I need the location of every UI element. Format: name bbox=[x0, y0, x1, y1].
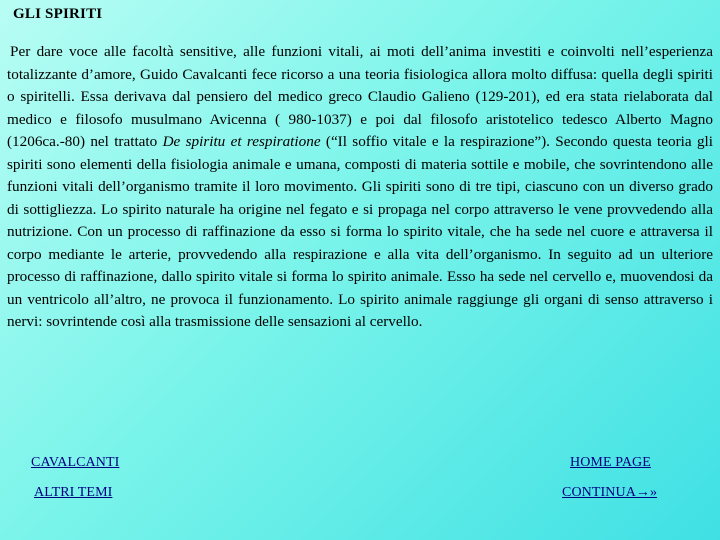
altri-temi-link[interactable]: ALTRI TEMI bbox=[34, 485, 113, 500]
body-paragraph bbox=[7, 41, 713, 334]
paragraph-italic-title: De spiritu et respiratione bbox=[162, 133, 321, 150]
page-title: GLI SPIRITI bbox=[13, 6, 103, 22]
home-page-link[interactable]: HOME PAGE bbox=[570, 455, 651, 470]
continua-link[interactable]: CONTINUA→» bbox=[562, 485, 658, 500]
cavalcanti-link[interactable]: CAVALCANTI bbox=[31, 455, 120, 470]
paragraph-text-part1: Per dare voce alle facoltà sensitive, alle funzioni vitali, ai moti dell’anima investiti e coinvolti nell’esperienza totalizzante d’amore, Guido Cavalcanti fece ricorso a una teoria fisiologica allora molto diffusa: quella degli spiriti o spiritelli. Essa derivava dal pensiero del medico greco Claudio Galieno (129-201), ed era stata rielaborata dal medico e filosofo musulmano Avicenna ( 980-1037) e poi dal filosofo aristotelico tedesco Alberto Magno (1206ca.-80) nel trattato bbox=[7, 43, 713, 150]
paragraph-text-part2: (“Il soffio vitale e la respirazione”). Secondo questa teoria gli spiriti sono elementi della fisiologia animale e umana, composti di materia sottile e mobile, che sovrintendono alle funzioni vitali dell’organismo tramite il loro movimento. Gli spiriti sono di tre tipi, ciascuno con un diverso grado di sottigliezza. Lo spirito naturale ha origine nel fegato e si propaga nel corpo attraverso le vene provvedendo alla nutrizione. Con un processo di raffinazione da esso si forma lo spirito vitale, che ha sede nel cuore e attraversa il corpo mediante le arterie, provvedendo alla respirazione e alla vita dell’organismo. In seguito ad un ulteriore processo di raffinazione, dallo spirito vitale si forma lo spirito animale. Esso ha sede nel cervello e, muovendosi da un ventricolo all’altro, ne provoca il funzionamento. Lo spirito animale raggiunge gli organi di senso attraverso i nervi: sovrintende così alla trasmissione delle sensazioni al cervello. bbox=[7, 133, 713, 330]
